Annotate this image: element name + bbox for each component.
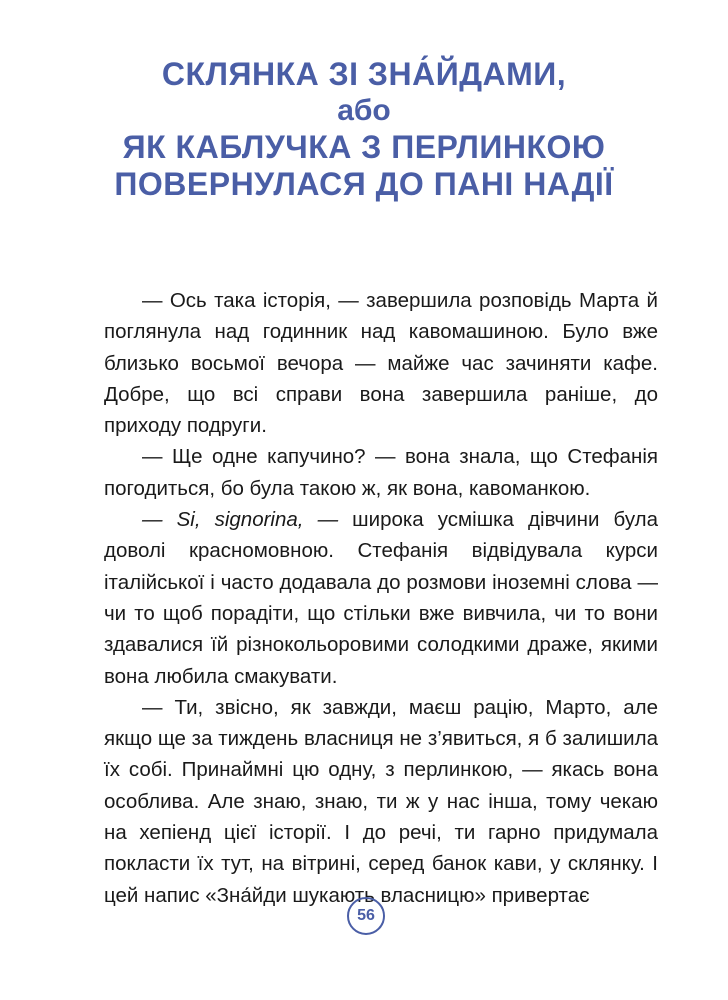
page-number: 56 <box>347 897 385 935</box>
paragraph-4: — Ти, звісно, як завжди, маєш рацію, Марто, але якщо ще за тиждень власниця не з’явиться, я б залишила їх собі. Принаймні цю одну, з перлинкою, — якась вона особлива. Але знаю, знаю, ти ж у нас інша, тому чекаю на хепіенд цієї історії. І до речі, ти гарно придумала покласти їх тут, на вітрині, серед банок кави, у склянку. І цей напис «Зна́йди шукають власницю» привертає <box>104 695 658 907</box>
chapter-body <box>104 285 658 911</box>
paragraph-1: — Ось така історія, — завершила розповідь Марта й поглянула над годинник над кавомашиною. Було вже близько восьмої вечора — майже час зачиняти кафе. Добре, що всі справи вона завершила раніше, до приходу подруги. <box>104 289 658 438</box>
chapter-title-line-1: СКЛЯНКА ЗІ ЗНА́ЙДАМИ, <box>161 56 567 92</box>
paragraph-2: — Ще одне капучино? — вона знала, що Стефанія погодиться, бо була такою ж, як вона, кавоманкою. <box>104 445 658 500</box>
paragraph-3 <box>104 504 658 692</box>
chapter-title-line-3: ЯК КАБЛУЧКА З ПЕРЛИНКОЮ <box>122 129 606 165</box>
chapter-title-connector: або <box>337 94 391 127</box>
paragraph-3-text: широка усмішка дівчини була доволі красномовною. Стефанія відвідувала курси італійської і часто додавала до розмови іноземні слова — чи то щоб порадіти, що стільки вже вивчила, чи то вони здавалися їй різнокольоровими солодкими драже, якими вона любила смакувати. <box>104 508 658 688</box>
chapter-title-line-4: ПОВЕРНУЛАСЯ ДО ПАНІ НАДІЇ <box>114 166 614 202</box>
chapter-title <box>0 56 728 203</box>
italic-phrase: — Si, signorina, — <box>142 508 339 532</box>
